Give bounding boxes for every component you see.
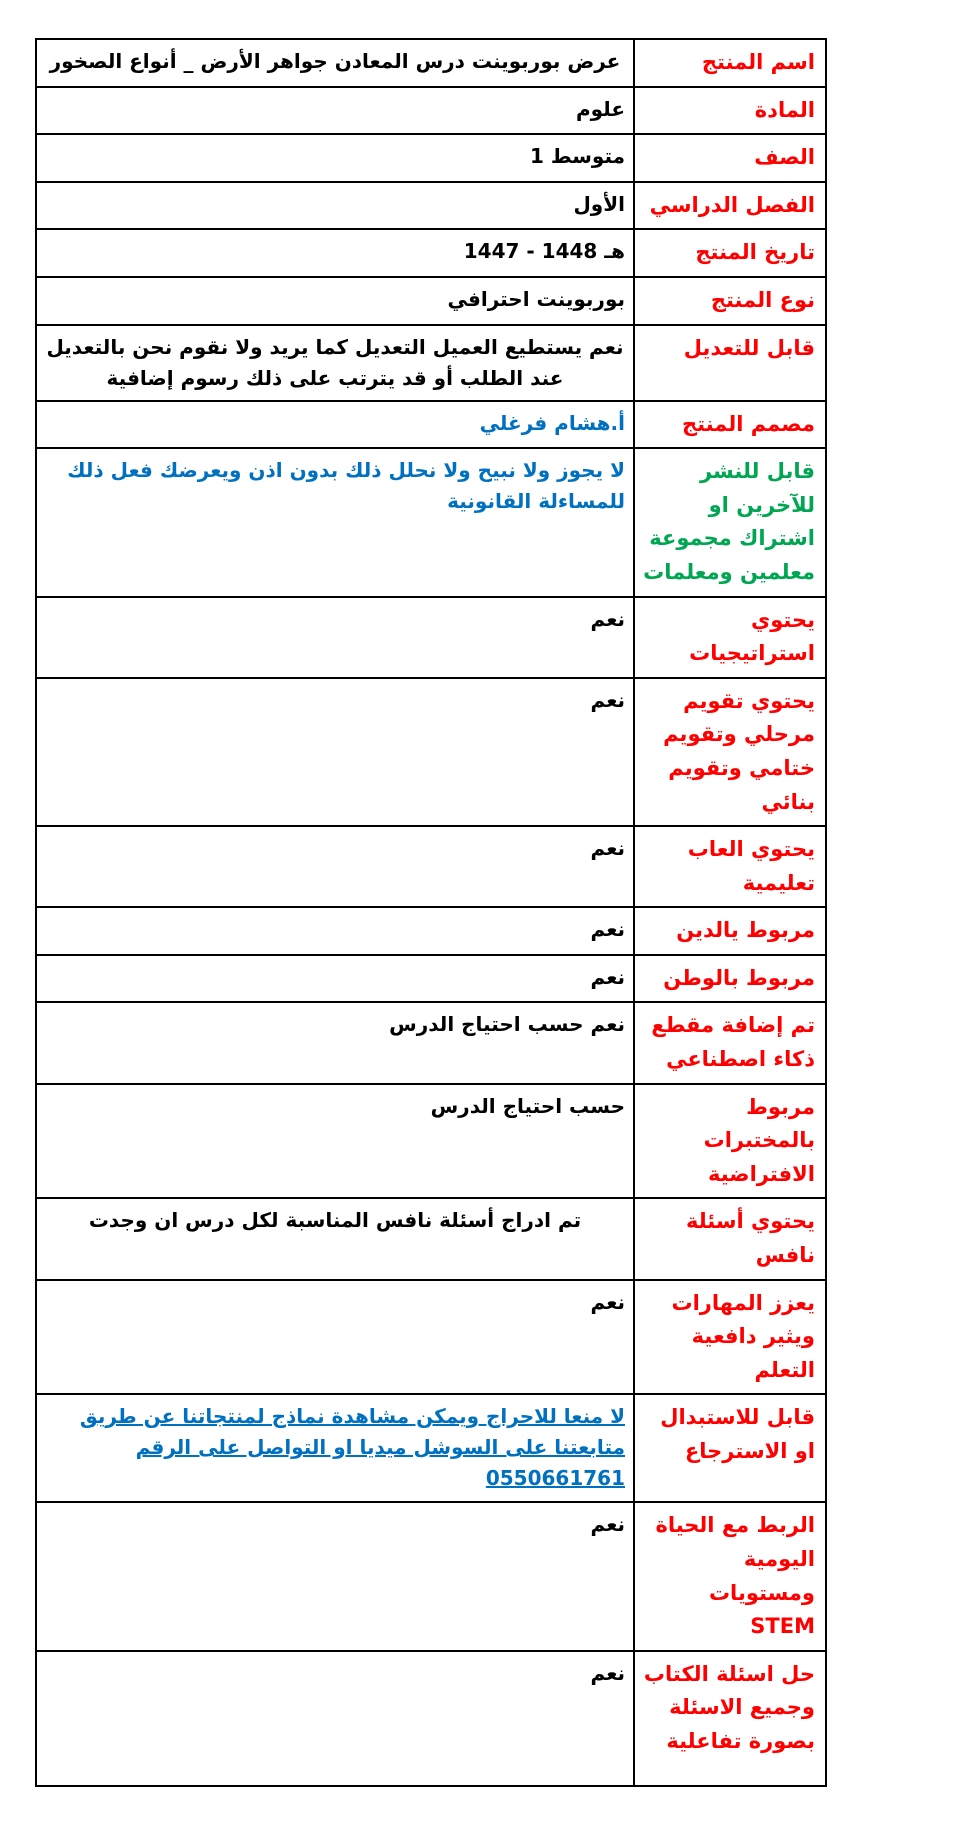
row-value: تم ادراج أسئلة نافس المناسبة لكل درس ان وجدت (36, 1198, 634, 1279)
row-label: مربوط بالوطن (634, 955, 826, 1003)
row-value: نعم (36, 955, 634, 1003)
row-value: نعم (36, 1280, 634, 1395)
table-row (36, 597, 826, 678)
table-row (36, 678, 826, 826)
row-label: مصمم المنتج (634, 401, 826, 449)
document-page (0, 38, 978, 1834)
table-row (36, 401, 826, 449)
product-table-body (36, 39, 826, 1786)
table-row (36, 134, 826, 182)
table-row (36, 325, 826, 401)
row-label: يحتوي استراتيجيات (634, 597, 826, 678)
row-label: الفصل الدراسي (634, 182, 826, 230)
table-row (36, 1002, 826, 1083)
table-row (36, 1280, 826, 1395)
row-value: نعم حسب احتياج الدرس (36, 1002, 634, 1083)
row-label: يحتوي تقويم مرحلي وتقويم ختامي وتقويم بنائي (634, 678, 826, 826)
row-value: نعم يستطيع العميل التعديل كما يريد ولا نقوم نحن بالتعديل عند الطلب أو قد يترتب على ذلك رسوم إضافية (36, 325, 634, 401)
row-value: 1 متوسط (36, 134, 634, 182)
table-row (36, 907, 826, 955)
row-label: يحتوي أسئلة نافس (634, 1198, 826, 1279)
row-label: الصف (634, 134, 826, 182)
row-label: حل اسئلة الكتاب وجميع الاسئلة بصورة تفاعلية (634, 1651, 826, 1786)
table-row (36, 229, 826, 277)
row-label: تاريخ المنتج (634, 229, 826, 277)
table-row (36, 826, 826, 907)
table-row (36, 955, 826, 1003)
row-value: عرض بوربوينت درس المعادن جواهر الأرض _ أنواع الصخور (36, 39, 634, 87)
row-value: الأول (36, 182, 634, 230)
row-value: حسب احتياج الدرس (36, 1084, 634, 1199)
row-value: بوربوينت احترافي (36, 277, 634, 325)
row-label: نوع المنتج (634, 277, 826, 325)
row-value: لا يجوز ولا نبيح ولا نحلل ذلك بدون اذن ويعرضك فعل ذلك للمساءلة القانونية (36, 448, 634, 596)
table-row (36, 182, 826, 230)
row-label: يعزز المهارات ويثير دافعية التعلم (634, 1280, 826, 1395)
row-value: نعم (36, 826, 634, 907)
row-value: نعم (36, 1651, 634, 1786)
table-row (36, 1394, 826, 1502)
row-label: يحتوي العاب تعليمية (634, 826, 826, 907)
row-value: نعم (36, 1502, 634, 1650)
row-label: مربوط يالدين (634, 907, 826, 955)
row-value: 1447 - 1448 هـ (36, 229, 634, 277)
table-row (36, 1084, 826, 1199)
row-label: مربوط بالمختبرات الافتراضية (634, 1084, 826, 1199)
table-row (36, 448, 826, 596)
table-row (36, 87, 826, 135)
row-value: نعم (36, 597, 634, 678)
row-label: قابل للتعديل (634, 325, 826, 401)
table-row (36, 1651, 826, 1786)
product-info-table (35, 38, 827, 1787)
row-label: قابل للاستبدال او الاسترجاع (634, 1394, 826, 1502)
row-value: نعم (36, 907, 634, 955)
table-row (36, 39, 826, 87)
row-value-link[interactable]: لا منعا للاحراج ويمكن مشاهدة نماذج لمنتجاتنا عن طريق متابعتنا على السوشل ميديا او التواصل على الرقم 0550661761 (36, 1394, 634, 1502)
row-value: نعم (36, 678, 634, 826)
row-value: أ.هشام فرغلي (36, 401, 634, 449)
row-label: تم إضافة مقطع ذكاء اصطناعي (634, 1002, 826, 1083)
table-row (36, 1502, 826, 1650)
row-label: المادة (634, 87, 826, 135)
table-row (36, 1198, 826, 1279)
row-label: اسم المنتج (634, 39, 826, 87)
row-value: علوم (36, 87, 634, 135)
row-label: قابل للنشر للآخرين او اشتراك مجموعة معلمين ومعلمات (634, 448, 826, 596)
table-row (36, 277, 826, 325)
row-label: الربط مع الحياة اليومية ومستويات STEM (634, 1502, 826, 1650)
